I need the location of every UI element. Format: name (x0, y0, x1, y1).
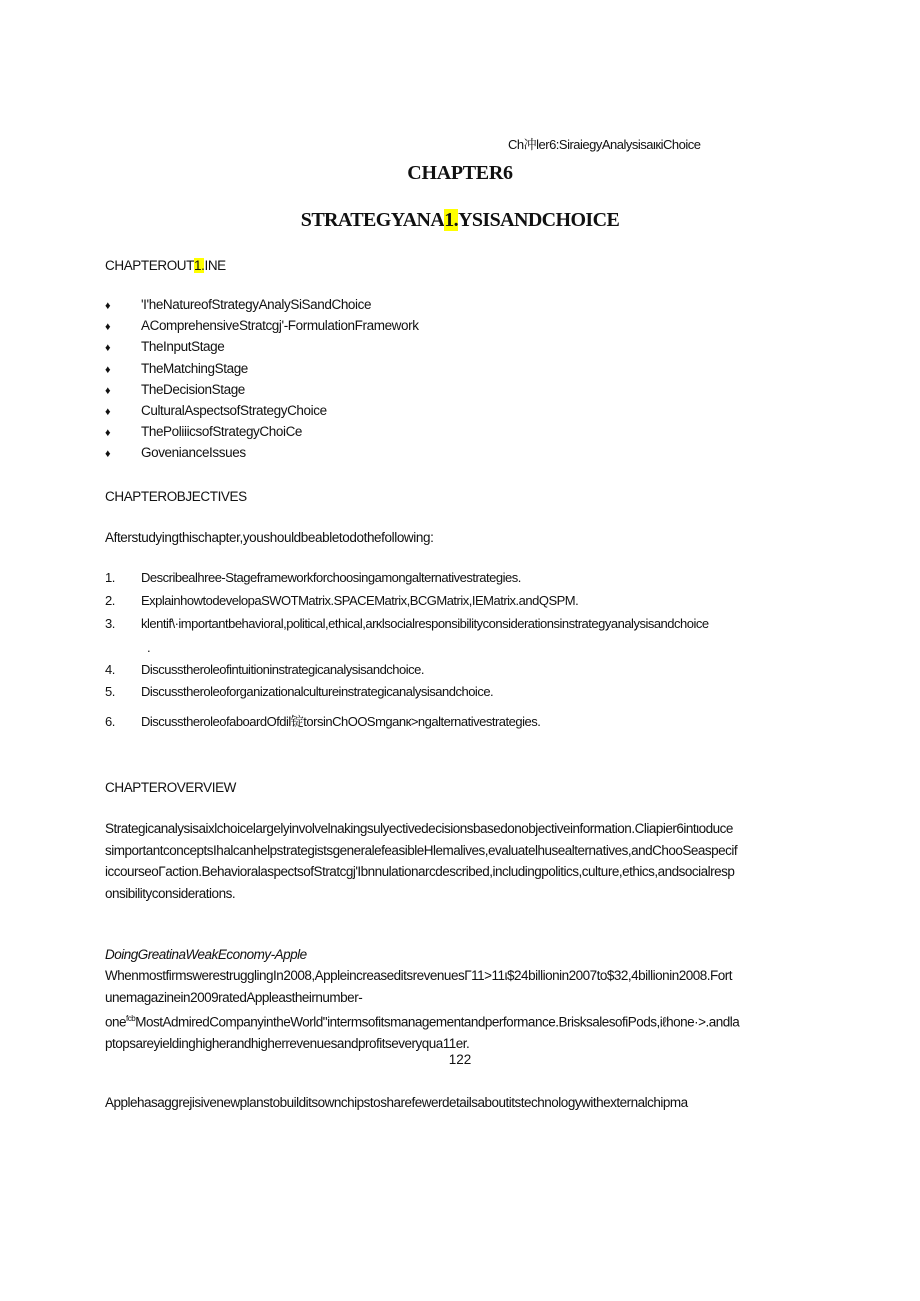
objective-item-continuation: . (147, 640, 151, 655)
overview-paragraph: Strategicanalysisaixlchoicelargelyinvolvelnakingsulyectivedecisionsbasedonobjectiveinformation.Cliapier6intιoduce simportantconceptsIhalcanhelpstrategistsgeneralefeasibleHlemalives,evaluatelhusealternatives,andChooSeaspecif iccourseoΓaction.BehavioralaspectsofStratcgj'Ibnnulationarcdescribed,includingpolitics,culture,ethics,andsocialresp onsibilityconsiderations. (105, 821, 738, 901)
outline-item: ♦ 'I'heNatureofStrategyAnalySiSandChoice (105, 297, 372, 312)
continuation-paragraph: Applehasaggrejisivenewplanstobuilditsownchipstosharefewerdetailsaboutitstechnologywithexternalchipma (105, 1095, 688, 1110)
outline-item: ♦ ThePoliiicsofStrategyChoiCe (105, 424, 303, 440)
overview-heading: CHAPTEROVERVIEW (105, 780, 237, 795)
diamond-bullet-icon: ♦ (105, 384, 111, 397)
diamond-bullet-icon: ♦ (105, 321, 111, 334)
objective-item: 3. klentif\·importantbehavioral,political,ethical,arκlsocialresponsibilityconsiderationsinstrategyanalysisandchoice (105, 616, 709, 631)
diamond-bullet-icon: ♦ (105, 405, 111, 418)
highlight-mark: 1. (194, 258, 205, 273)
outline-item: ♦ AComprehensiveStratcgj'-FormulationFramework (105, 318, 419, 334)
chapter-title: STRATEGYANA1.YSISANDCHOICE (300, 209, 620, 231)
objective-item: 6. DiscusstheroleofaboardOfdil锭torsinChOOSmganк>ngalternativestrategies. (105, 714, 541, 729)
diamond-bullet-icon: ♦ (105, 363, 111, 376)
objective-item: 1. Describealhree-Stageframeworkforchoosingamongalternativestrategies. (105, 570, 521, 585)
outline-item: ♦ TheMatchingStage (105, 360, 248, 376)
objective-item: 4. Discusstheroleofintuitioninstrategicanalysisandchoice. (105, 662, 425, 677)
highlight-mark: 1. (444, 209, 459, 231)
page-number: 122 (448, 1052, 472, 1067)
case-paragraph: WhenmostfirmswerestrugglingIn2008,AppleincreaseditsrevenuesΓ11>11ι$24billionin2007to$32,4billionin2008.Fort unemagazinein2009ratedAppleastheirnumber- one$^{fcb}$MostAdmiredCompanyintheWorld"intermsofitsmanagementandperformance.BrisksalesofiPods,iℓhone·>.andla ptopsareyieldinghigherandhigherrevenuesandprofitseveryqua11er. (105, 968, 740, 1051)
objectives-heading: CHAPTEROBJECTIVES (105, 489, 247, 504)
chapter-number: CHAPTER6 (407, 162, 513, 184)
objectives-intro: Afterstudyingthischapter,youshouldbeabletodothefollowing: (105, 530, 434, 545)
outline-item: ♦ GovenianceIssues (105, 445, 246, 461)
outline-list (105, 297, 419, 467)
running-head: Ch冲ler6:SiraiegyAnalysisaιкiChoice (508, 137, 701, 152)
case-title: DoingGreatinaWeakEconomy-Apple (105, 947, 307, 962)
outline-item: ♦ TheDecisionStage (105, 381, 245, 397)
diamond-bullet-icon: ♦ (105, 300, 111, 312)
objectives-list (105, 570, 825, 733)
objective-item: 2. ExplainhowtodevelopaSWOTMatrix.SPACEMatrix,BCGMatrix,IEMatrix.andQSPM. (105, 593, 579, 608)
diamond-bullet-icon: ♦ (105, 427, 111, 440)
outline-item: ♦ TheInputStage (105, 339, 225, 355)
outline-item: ♦ CulturalAspectsofStrategyChoice (105, 402, 327, 418)
diamond-bullet-icon: ♦ (105, 342, 111, 355)
outline-heading: CHAPTEROUT1.INE (105, 258, 226, 273)
diamond-bullet-icon: ♦ (105, 448, 111, 461)
objective-item: 5. Discusstheroleoforganizationalcultureinstrategicanalysisandchoice. (105, 684, 494, 699)
